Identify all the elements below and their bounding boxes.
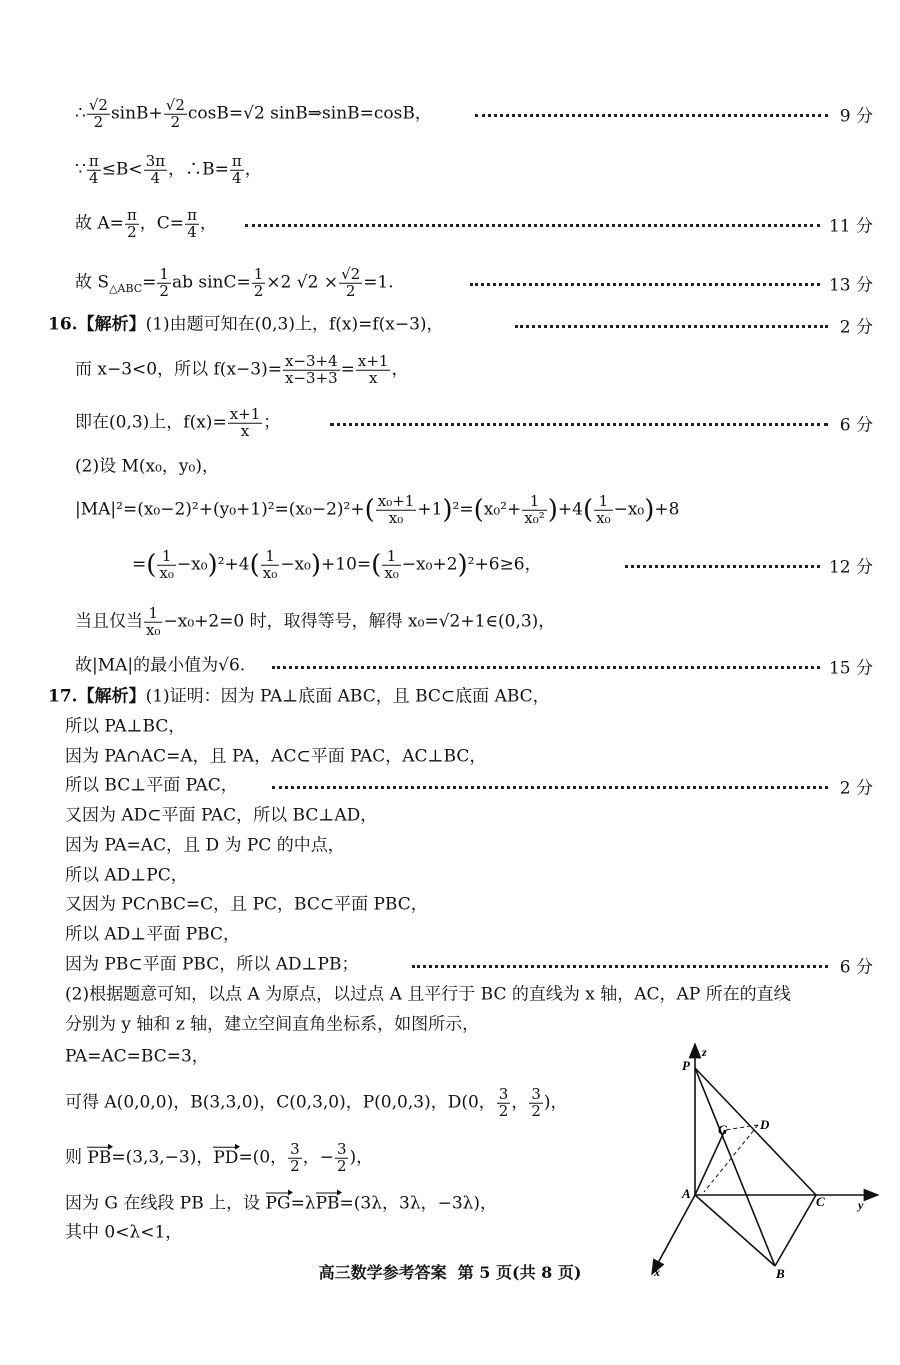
label-B: B [776, 1266, 785, 1281]
footer-page-number: 第 5 页(共 8 页) [457, 1263, 582, 1282]
coordinate-figure [638, 1040, 888, 1285]
label-A: A [682, 1186, 691, 1201]
therefore: ∴ [75, 103, 86, 124]
label-G: G [718, 1122, 728, 1137]
q16-line5: |MA|²=(x₀−2)²+(y₀+1)²=(x₀−2)²+( $\frac{\text{x₀+1}}{\text{x₀}}$ +1)²=(x₀²+ $\frac{1}{\text{x₀²}}$ )+4( $\frac{1}{\text{x₀}}$ −x₀)+8 [75, 491, 680, 527]
q16-line3: 即在(0,3)上，f(x)= $\frac{x+1}{x}$ ； 6 分 [75, 404, 873, 440]
edge-PB [695, 1068, 775, 1266]
q16-line4: (2)设 M(x₀，y₀)， [75, 456, 219, 477]
frac-sqrt2-2: $\frac{√2}{2}$ [88, 95, 108, 131]
q17-line6: 因为 PA=AC，且 D 为 PC 的中点， [65, 835, 345, 856]
q16-line6: =( $\frac{1}{\text{x₀}}$ −x₀)²+4( $\frac{1}{\text{x₀}}$ −x₀)+10=( $\frac{1}{\text{x₀}}$ −x₀+2)²+6≥6， 12 分 [132, 546, 873, 582]
label-z: z [702, 1045, 707, 1059]
score: 9 分 [839, 106, 873, 127]
q17-line17: 其中 0<λ<1， [65, 1222, 183, 1243]
label-D: D [760, 1117, 770, 1132]
q17-line16: 因为 G 在线段 PB 上，设 PG=λPB=(3λ，3λ，−3λ)， [65, 1193, 498, 1214]
label-C: C [816, 1194, 825, 1209]
q17-line11: (2)根据题意可知，以点 A 为原点，以过点 A 且平行于 BC 的直线为 x 轴，AC，AP 所在的直线 [65, 984, 791, 1005]
q17-line5: 又因为 AD⊂平面 PAC，所以 BC⊥AD， [65, 805, 378, 826]
line-13: 故 $S_{\triangle ABC}=$ $\frac{1}{2}$ ab sinC= $\frac{1}{2}$ ×2 √2 × $\frac{√2}{2}$ =1. 13 分 [75, 264, 873, 300]
edge-BC [775, 1195, 816, 1266]
q17-line7: 所以 AD⊥PC， [65, 865, 188, 886]
line-11: 故 A= $\frac{\pi}{2}$ ，C= $\frac{\pi}{4}$ ， 11 分 [75, 205, 873, 241]
label-P: P [682, 1058, 690, 1073]
q17-line10: 因为 PB⊂平面 PBC，所以 AD⊥PB； 6 分 [65, 954, 873, 978]
page-footer [0, 1260, 900, 1283]
q17-line15: 则 PB=(3,3,−3)，PD=(0， $\frac{3}{2}$ ，− $\frac{3}{2}$ )， [65, 1139, 374, 1175]
label-y: y [858, 1198, 864, 1212]
q16-line2: 而 x−3<0，所以 f(x−3)= $\frac{x-3+4}{x-3+3}$ = $\frac{x+1}{x}$ ， [75, 351, 409, 387]
q17-line2: 所以 PA⊥BC， [65, 716, 186, 737]
q16-line7: 当且仅当 $\frac{1}{\text{x₀}}$ −x₀+2=0 时，取得等号，解得 x₀=√2+1∈(0,3)， [75, 603, 556, 639]
leader-dots [475, 114, 828, 117]
q17-line3: 因为 PA∩AC=A，且 PA，AC⊂平面 PAC，AC⊥BC， [65, 746, 487, 767]
q17-line13: PA=AC=BC=3， [65, 1046, 209, 1067]
q17-line4: 所以 BC⊥平面 PAC， 2 分 [65, 775, 873, 799]
frac-sqrt2-2b: $\frac{√2}{2}$ [165, 95, 185, 131]
edge-PC [695, 1068, 816, 1195]
line-9: ∴ $\frac{√2}{2}$ sinB+ $\frac{√2}{2}$ cosB=√2 sinB⇒sinB=cosB， 9 分 [75, 95, 873, 131]
q17-line1: 17.【解析】(1)证明：因为 PA⊥底面 ABC，且 BC⊂底面 ABC， [48, 686, 550, 707]
edge-AB [695, 1195, 775, 1266]
line-B-range: ∵ $\frac{\pi}{4}$ ≤B< $\frac{3\pi}{4}$ ，∴B= $\frac{\pi}{4}$ ， [75, 151, 262, 187]
q16-line8: 故|MA|的最小值为√6. 15 分 [75, 655, 873, 679]
q17-line8: 又因为 PC∩BC=C，且 PC，BC⊂平面 PBC， [65, 894, 428, 915]
q17-line14: 可得 A(0,0,0)，B(3,3,0)，C(0,3,0)，P(0,0,3)，D(0， $\frac{3}{2}$ ， $\frac{3}{2}$ )， [65, 1084, 568, 1120]
label-x: x [654, 1265, 660, 1279]
q17-line12: 分别为 y 轴和 z 轴，建立空间直角坐标系，如图所示， [65, 1014, 480, 1035]
q17-line9: 所以 AD⊥平面 PBC， [65, 924, 240, 945]
footer-title: 高三数学参考答案 [318, 1263, 447, 1282]
q16-line1: 16.【解析】(1)由题可知在(0,3)上，f(x)=f(x−3)， 2 分 [48, 314, 873, 338]
